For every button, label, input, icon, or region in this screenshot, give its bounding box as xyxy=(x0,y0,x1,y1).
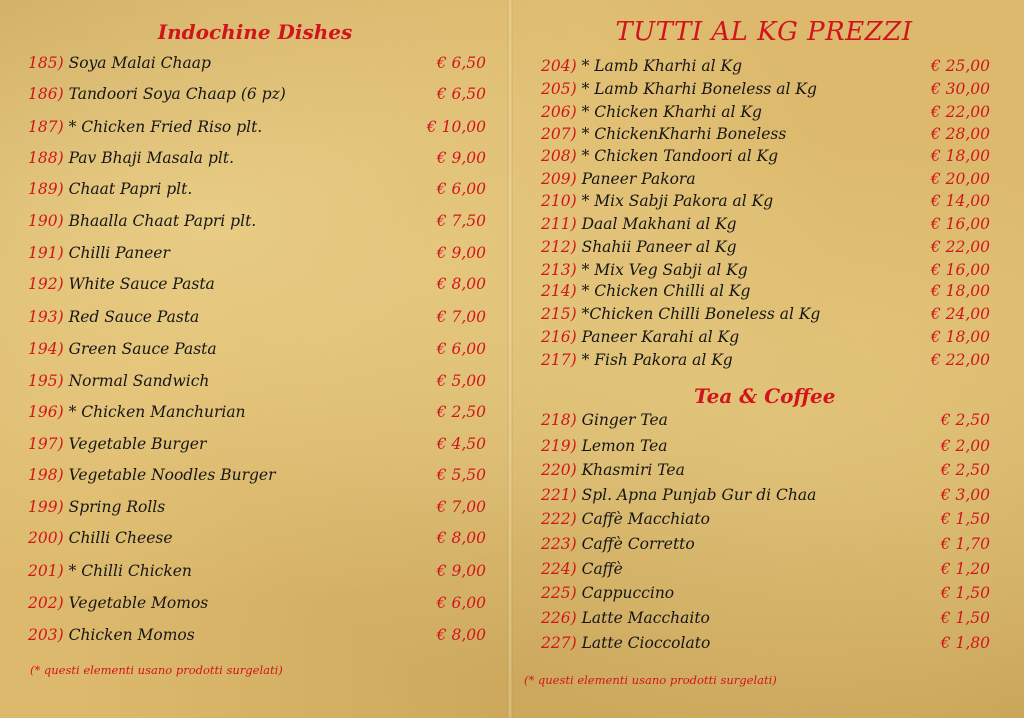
indochine-heading: Indochine Dishes xyxy=(157,20,353,44)
menu-item xyxy=(541,582,990,604)
item-price: € 4,50 xyxy=(436,435,486,453)
item-name: * Chilli Chicken xyxy=(68,562,192,580)
item-name: Caffè xyxy=(581,560,623,578)
item-price: € 3,00 xyxy=(940,486,990,504)
item-name: Bhaalla Chaat Papri plt. xyxy=(68,212,257,230)
item-number: 200) xyxy=(28,529,64,547)
item-name: * Chicken Fried Riso plt. xyxy=(68,118,263,136)
item-price: € 2,00 xyxy=(940,437,990,455)
item-price: € 1,70 xyxy=(940,535,990,553)
item-price: € 2,50 xyxy=(940,411,990,429)
item-name: Chilli Paneer xyxy=(68,244,170,262)
menu-item xyxy=(541,409,990,431)
item-price: € 6,00 xyxy=(436,340,486,358)
item-price: € 28,00 xyxy=(930,125,990,143)
item-price: € 1,80 xyxy=(940,634,990,652)
item-price: € 14,00 xyxy=(930,192,990,210)
menu-item xyxy=(28,83,486,105)
item-name: * Chicken Tandoori al Kg xyxy=(581,147,779,165)
frozen-note-right: (* questi elementi usano prodotti surgelati) xyxy=(524,673,777,687)
item-price: € 6,50 xyxy=(436,85,486,103)
frozen-note-left: (* questi elementi usano prodotti surgelati) xyxy=(30,663,283,677)
item-name: Caffè Macchiato xyxy=(581,510,710,528)
menu-item xyxy=(541,213,990,235)
item-price: € 6,00 xyxy=(436,594,486,612)
item-name: * Lamb Kharhi al Kg xyxy=(581,57,743,75)
item-name: Spl. Apna Punjab Gur di Chaa xyxy=(581,486,817,504)
menu-item xyxy=(28,464,486,486)
item-name: Paneer Pakora xyxy=(581,170,696,188)
menu-item xyxy=(28,370,486,392)
menu-item xyxy=(541,607,990,629)
menu-item xyxy=(541,78,990,100)
item-number: 201) xyxy=(28,562,64,580)
menu-item xyxy=(541,236,990,258)
menu-item xyxy=(541,101,990,123)
item-name: Khasmiri Tea xyxy=(581,461,685,479)
item-name: Spring Rolls xyxy=(68,498,166,516)
menu-item xyxy=(28,210,486,232)
item-name: Cappuccino xyxy=(581,584,675,602)
menu-item xyxy=(28,116,486,138)
item-number: 213) xyxy=(541,261,577,279)
item-number: 222) xyxy=(541,510,577,528)
menu-item xyxy=(541,349,990,371)
item-price: € 8,00 xyxy=(436,626,486,644)
item-price: € 22,00 xyxy=(930,103,990,121)
item-name: Soya Malai Chaap xyxy=(68,54,211,72)
item-name: Normal Sandwich xyxy=(68,372,210,390)
kg-prices-heading: TUTTI AL KG PREZZI xyxy=(615,17,913,47)
menu-item xyxy=(541,190,990,212)
item-price: € 9,00 xyxy=(436,149,486,167)
item-number: 211) xyxy=(541,215,577,233)
item-number: 186) xyxy=(28,85,64,103)
item-name: Lemon Tea xyxy=(581,437,668,455)
item-number: 198) xyxy=(28,466,64,484)
menu-item xyxy=(541,145,990,167)
item-number: 223) xyxy=(541,535,577,553)
item-price: € 1,20 xyxy=(940,560,990,578)
menu-item xyxy=(541,259,990,281)
item-price: € 10,00 xyxy=(426,118,486,136)
item-name: Vegetable Noodles Burger xyxy=(68,466,276,484)
item-number: 226) xyxy=(541,609,577,627)
item-price: € 18,00 xyxy=(930,282,990,300)
item-number: 189) xyxy=(28,180,64,198)
menu-item xyxy=(28,242,486,264)
item-name: * Chicken Manchurian xyxy=(68,403,246,421)
item-price: € 7,00 xyxy=(436,308,486,326)
item-price: € 18,00 xyxy=(930,147,990,165)
menu-item xyxy=(28,496,486,518)
item-price: € 18,00 xyxy=(930,328,990,346)
item-name: Shahii Paneer al Kg xyxy=(581,238,737,256)
item-name: Latte Macchaito xyxy=(581,609,710,627)
menu-item xyxy=(28,527,486,549)
item-name: Chicken Momos xyxy=(68,626,195,644)
menu-item xyxy=(28,624,486,646)
item-name: Chilli Cheese xyxy=(68,529,173,547)
menu-item xyxy=(28,52,486,74)
item-number: 220) xyxy=(541,461,577,479)
item-price: € 25,00 xyxy=(930,57,990,75)
item-price: € 8,00 xyxy=(436,529,486,547)
item-price: € 1,50 xyxy=(940,510,990,528)
item-number: 225) xyxy=(541,584,577,602)
item-price: € 8,00 xyxy=(436,275,486,293)
menu-item xyxy=(28,560,486,582)
item-price: € 5,00 xyxy=(436,372,486,390)
item-name: Chaat Papri plt. xyxy=(68,180,193,198)
item-number: 227) xyxy=(541,634,577,652)
item-name: Vegetable Momos xyxy=(68,594,209,612)
item-number: 187) xyxy=(28,118,64,136)
item-number: 218) xyxy=(541,411,577,429)
item-price: € 6,00 xyxy=(436,180,486,198)
item-number: 210) xyxy=(541,192,577,210)
item-number: 190) xyxy=(28,212,64,230)
item-name: *Chicken Chilli Boneless al Kg xyxy=(581,305,821,323)
menu-item xyxy=(541,484,990,506)
item-number: 195) xyxy=(28,372,64,390)
item-price: € 7,50 xyxy=(436,212,486,230)
item-number: 224) xyxy=(541,560,577,578)
menu-item xyxy=(541,508,990,530)
item-price: € 9,00 xyxy=(436,244,486,262)
item-name: Pav Bhaji Masala plt. xyxy=(68,149,235,167)
item-name: * Fish Pakora al Kg xyxy=(581,351,733,369)
right-column xyxy=(514,0,1024,718)
item-price: € 2,50 xyxy=(940,461,990,479)
item-number: 202) xyxy=(28,594,64,612)
item-price: € 22,00 xyxy=(930,351,990,369)
item-price: € 16,00 xyxy=(930,215,990,233)
item-price: € 24,00 xyxy=(930,305,990,323)
item-name: * Chicken Kharhi al Kg xyxy=(581,103,762,121)
tea-coffee-heading: Tea & Coffee xyxy=(694,384,836,408)
menu-item xyxy=(541,168,990,190)
item-name: Green Sauce Pasta xyxy=(68,340,217,358)
item-price: € 20,00 xyxy=(930,170,990,188)
menu-item xyxy=(541,459,990,481)
item-number: 194) xyxy=(28,340,64,358)
item-number: 217) xyxy=(541,351,577,369)
item-price: € 16,00 xyxy=(930,261,990,279)
item-price: € 30,00 xyxy=(930,80,990,98)
item-number: 209) xyxy=(541,170,577,188)
item-number: 215) xyxy=(541,305,577,323)
item-number: 192) xyxy=(28,275,64,293)
item-name: Red Sauce Pasta xyxy=(68,308,200,326)
menu-item xyxy=(541,123,990,145)
left-column xyxy=(0,0,510,718)
item-price: € 7,00 xyxy=(436,498,486,516)
item-number: 214) xyxy=(541,282,577,300)
item-name: * ChickenKharhi Boneless xyxy=(581,125,787,143)
item-name: Daal Makhani al Kg xyxy=(581,215,737,233)
menu-item xyxy=(28,147,486,169)
item-price: € 2,50 xyxy=(436,403,486,421)
item-number: 219) xyxy=(541,437,577,455)
item-name: Paneer Karahi al Kg xyxy=(581,328,740,346)
item-number: 205) xyxy=(541,80,577,98)
item-price: € 1,50 xyxy=(940,609,990,627)
menu-item xyxy=(28,338,486,360)
item-number: 212) xyxy=(541,238,577,256)
menu-item xyxy=(28,306,486,328)
item-price: € 1,50 xyxy=(940,584,990,602)
menu-item xyxy=(28,433,486,455)
item-name: Tandoori Soya Chaap (6 pz) xyxy=(68,85,286,103)
item-number: 207) xyxy=(541,125,577,143)
item-number: 196) xyxy=(28,403,64,421)
item-number: 193) xyxy=(28,308,64,326)
item-name: Ginger Tea xyxy=(581,411,668,429)
item-name: * Chicken Chilli al Kg xyxy=(581,282,751,300)
item-name: Latte Cioccolato xyxy=(581,634,711,652)
menu-item xyxy=(541,280,990,302)
item-number: 221) xyxy=(541,486,577,504)
item-number: 199) xyxy=(28,498,64,516)
item-number: 206) xyxy=(541,103,577,121)
item-name: Caffè Corretto xyxy=(581,535,695,553)
item-number: 191) xyxy=(28,244,64,262)
item-name: * Mix Veg Sabji al Kg xyxy=(581,261,748,279)
item-price: € 9,00 xyxy=(436,562,486,580)
menu-item xyxy=(28,401,486,423)
item-number: 208) xyxy=(541,147,577,165)
item-number: 204) xyxy=(541,57,577,75)
menu-item xyxy=(541,435,990,457)
item-number: 197) xyxy=(28,435,64,453)
menu-item xyxy=(541,326,990,348)
menu-item xyxy=(541,632,990,654)
menu-item xyxy=(541,533,990,555)
item-number: 216) xyxy=(541,328,577,346)
menu-item xyxy=(541,303,990,325)
item-name: * Lamb Kharhi Boneless al Kg xyxy=(581,80,817,98)
item-number: 203) xyxy=(28,626,64,644)
menu-item xyxy=(541,55,990,77)
item-price: € 5,50 xyxy=(436,466,486,484)
item-name: White Sauce Pasta xyxy=(68,275,215,293)
item-price: € 6,50 xyxy=(436,54,486,72)
menu-item xyxy=(541,558,990,580)
menu-item xyxy=(28,592,486,614)
item-number: 188) xyxy=(28,149,64,167)
item-name: Vegetable Burger xyxy=(68,435,207,453)
item-number: 185) xyxy=(28,54,64,72)
menu-item xyxy=(28,178,486,200)
item-name: * Mix Sabji Pakora al Kg xyxy=(581,192,774,210)
item-price: € 22,00 xyxy=(930,238,990,256)
menu-item xyxy=(28,273,486,295)
